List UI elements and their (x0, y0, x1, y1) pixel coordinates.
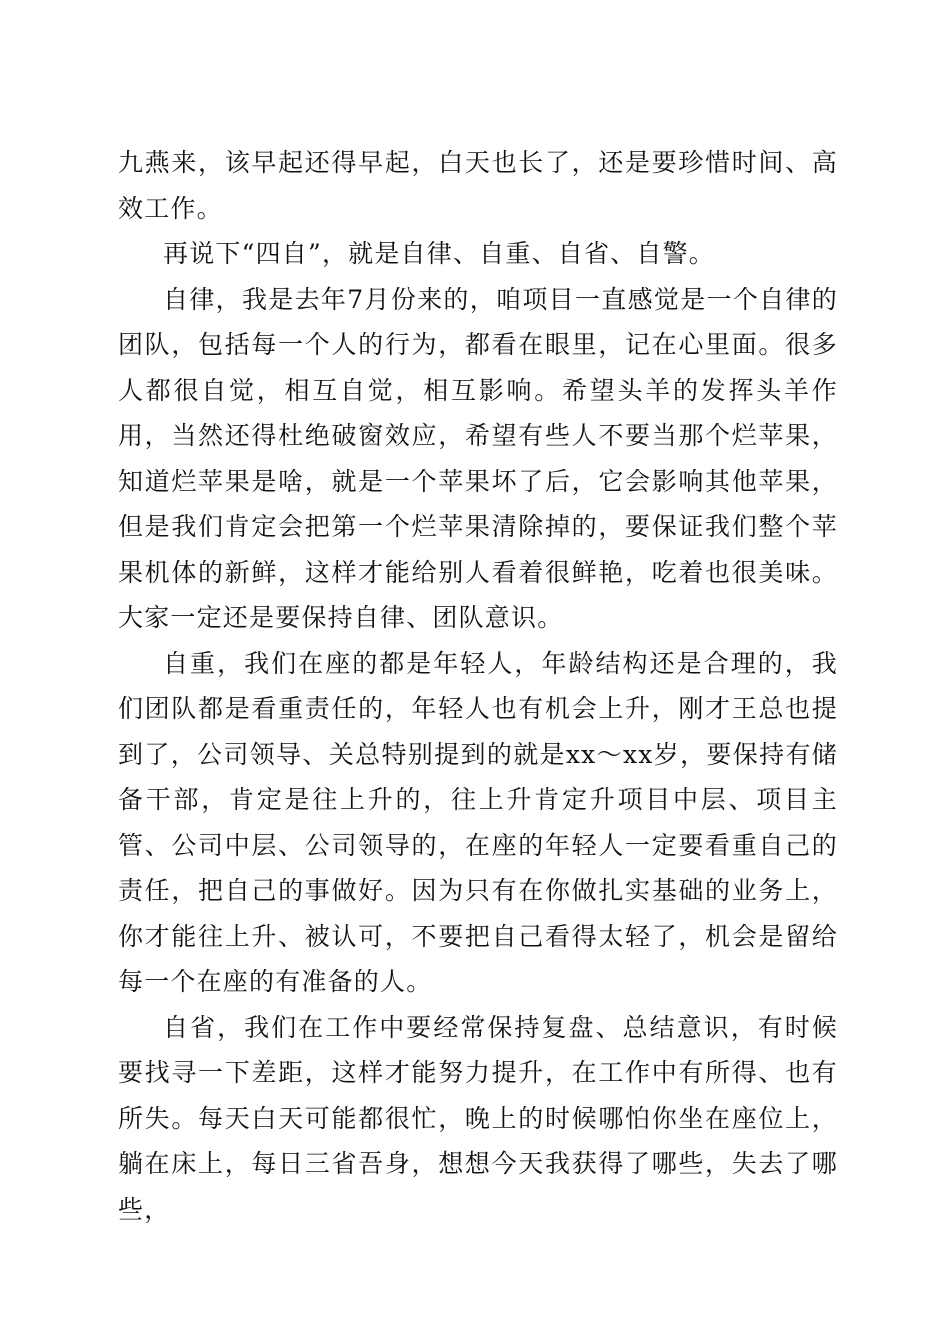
paragraph-3: 自律，我是去年7月份来的，咱项目一直感觉是一个自律的团队，包括每一个人的行为，都看在眼里，记在心里面。很多人都很自觉，相互自觉，相互影响。希望头羊的发挥头羊作用，当然还得杜绝破窗效应，希望有些人不要当那个烂苹果，知道烂苹果是啥，就是一个苹果坏了后，它会影响其他苹果，但是我们肯定会把第一个烂苹果清除掉的，要保证我们整个苹果机体的新鲜，这样才能给别人看着很鲜艳，吃着也很美味。大家一定还是要保持自律、团队意识。 (118, 284, 838, 632)
paragraph-5: 自省，我们在工作中要经常保持复盘、总结意识，有时候要找寻一下差距，这样才能努力提升，在工作中有所得、也有所失。每天白天可能都很忙，晚上的时候哪怕你坐在座位上，躺在床上，每日三省吾身，想想今天我获得了哪些，失去了哪些， (118, 1012, 838, 1224)
paragraph-2: 再说下“四自”，就是自律、自重、自省、自警。 (163, 239, 715, 268)
paragraph-4: 自重，我们在座的都是年轻人，年龄结构还是合理的，我们团队都是看重责任的，年轻人也有机会上升，刚才王总也提到了，公司领导、关总特别提到的就是xx～xx岁，要保持有储备干部，肯定是往上升的，往上升肯定升项目中层、项目主管、公司中层、公司领导的，在座的年轻人一定要看重自己的责任，把自己的事做好。因为只有在你做扎实基础的业务上，你才能往上升、被认可，不要把自己看得太轻了，机会是留给每一个在座的有准备的人。 (118, 648, 838, 996)
paragraph-1: 九燕来，该早起还得早起，白天也长了，还是要珍惜时间、高效工作。 (118, 148, 838, 223)
document-body (118, 140, 838, 1232)
